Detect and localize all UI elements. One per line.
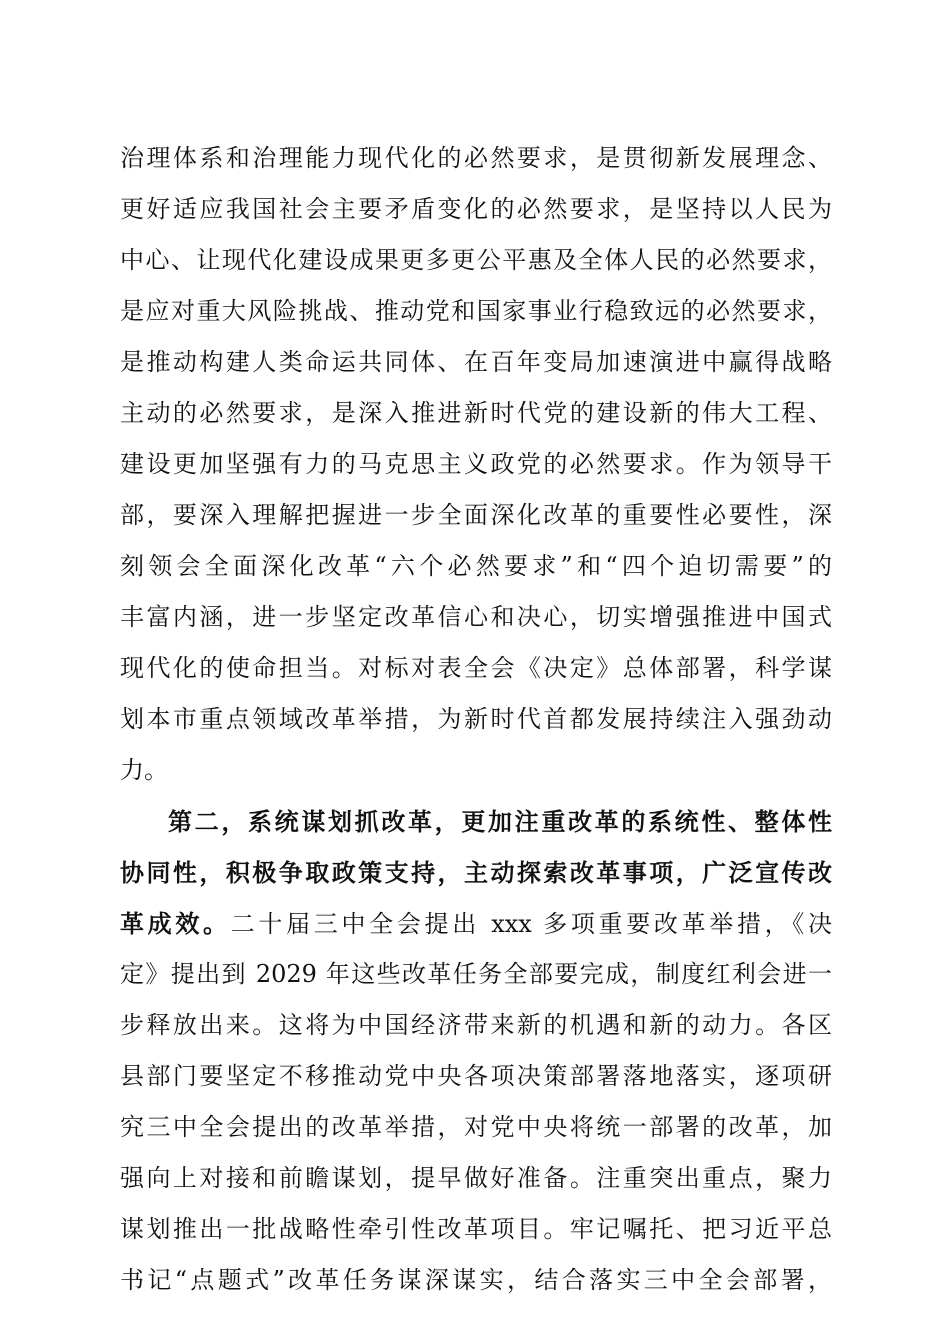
paragraph-line: 治理体系和治理能力现代化的必然要求，是贯彻新发展理念、 xyxy=(120,144,832,172)
paragraph-line: 究三中全会提出的改革举措，对党中央将统一部署的改革，加 xyxy=(120,1113,832,1141)
document-body xyxy=(120,133,832,1306)
paragraph-line: 谋划推出一批战略性牵引性改革项目。牢记嘱托、把习近平总 xyxy=(120,1215,832,1243)
paragraph-line: 刻领会全面深化改革“六个必然要求”和“四个迫切需要”的 xyxy=(120,552,832,580)
section-heading-line: 协同性，积极争取政策支持，主动探索改革事项，广泛宣传改 xyxy=(120,858,832,887)
paragraph-line: 定》提出到 2029 年这些改革任务全部要完成，制度红利会进一 xyxy=(120,960,832,988)
paragraph-line: 建设更加坚强有力的马克思主义政党的必然要求。作为领导干 xyxy=(120,450,832,478)
paragraph-line: 划本市重点领域改革举措，为新时代首都发展持续注入强劲动 xyxy=(120,705,832,733)
paragraph-line: 强向上对接和前瞻谋划，提早做好准备。注重突出重点，聚力 xyxy=(120,1164,832,1192)
paragraph-line: 更好适应我国社会主要矛盾变化的必然要求，是坚持以人民为 xyxy=(120,195,832,223)
paragraph-2 xyxy=(120,796,832,1306)
paragraph-line: 力。 xyxy=(120,756,168,784)
paragraph-line: 二十届三中全会提出 xxx 多项重要改革举措，《决 xyxy=(230,910,832,938)
paragraph-line: 主动的必然要求，是深入推进新时代党的建设新的伟大工程、 xyxy=(120,399,832,427)
paragraph-line: 书记“点题式”改革任务谋深谋实，结合落实三中全会部署， xyxy=(120,1266,832,1294)
paragraph-line: 中心、让现代化建设成果更多更公平惠及全体人民的必然要求， xyxy=(120,246,832,274)
paragraph-line: 现代化的使命担当。对标对表全会《决定》总体部署，科学谋 xyxy=(120,654,832,682)
section-heading-line: 第二，系统谋划抓改革，更加注重改革的系统性、整体性 xyxy=(168,807,832,836)
paragraph-line: 部，要深入理解把握进一步全面深化改革的重要性必要性，深 xyxy=(120,501,832,529)
paragraph-line: 丰富内涵，进一步坚定改革信心和决心，切实增强推进中国式 xyxy=(120,603,832,631)
paragraph-line: 是推动构建人类命运共同体、在百年变局加速演进中赢得战略 xyxy=(120,348,832,376)
paragraph-line-mixed xyxy=(120,898,832,949)
section-heading-line: 革成效。 xyxy=(120,909,231,938)
paragraph-line: 步释放出来。这将为中国经济带来新的机遇和新的动力。各区 xyxy=(120,1011,832,1039)
paragraph-1 xyxy=(120,133,832,796)
paragraph-line: 是应对重大风险挑战、推动党和国家事业行稳致远的必然要求， xyxy=(120,297,832,325)
paragraph-line: 县部门要坚定不移推动党中央各项决策部署落地落实，逐项研 xyxy=(120,1062,832,1090)
